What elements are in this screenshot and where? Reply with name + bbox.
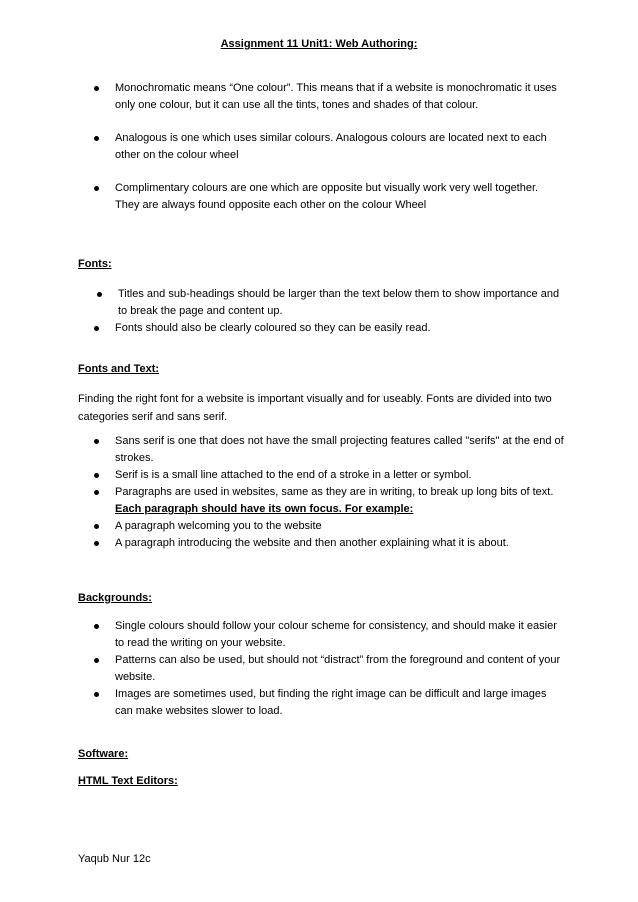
list-item: Serif is is a small line attached to the end of a stroke in a letter or symbol. (115, 467, 565, 484)
bullet-icon (94, 326, 99, 331)
page-title: Assignment 11 Unit1: Web Authoring: (220, 38, 418, 50)
fonts-text-intro: Finding the right font for a website is important visually and for useably. Fonts are divided into two categories serif and sans serif. (78, 393, 552, 423)
list-item: A paragraph welcoming you to the website (115, 518, 565, 535)
colour-bullet-list (115, 80, 565, 214)
list-item: Patterns can also be used, but should not “distract” from the foreground and content of your website. (115, 652, 565, 686)
fonts-heading: Fonts: (78, 258, 112, 270)
bullet-icon (94, 658, 99, 663)
list-item: Images are sometimes used, but finding the right image can be difficult and large images can make websites slower to load. (115, 686, 565, 720)
list-item: Analogous is one which uses similar colours. Analogous colours are located next to each other on the colour wheel (115, 130, 565, 164)
bullet-icon (94, 136, 99, 141)
bullet-icon (94, 524, 99, 529)
footer-author: Yaqub Nur 12c (78, 853, 151, 865)
list-item: Paragraphs are used in websites, same as they are in writing, to break up long bits of text. Each paragraph should have its own focus. For example: (115, 484, 565, 518)
fonts-text-heading: Fonts and Text: (78, 363, 160, 375)
backgrounds-heading: Backgrounds: (78, 592, 152, 604)
bullet-icon (94, 439, 99, 444)
software-heading: Software: (78, 748, 129, 760)
fonts-text-bullet-list (115, 433, 565, 552)
list-item: Sans serif is one that does not have the small projecting features called "serifs" at the end of strokes. (115, 433, 565, 467)
list-item: Complimentary colours are one which are opposite but visually work very well together. They are always found opposite each other on the colour Wheel (115, 180, 565, 214)
fonts-bullet-list (115, 286, 563, 337)
html-editors-heading: HTML Text Editors: (78, 775, 178, 787)
list-item: Monochromatic means “One colour”. This means that if a website is monochromatic it uses only one colour, but it can use all the tints, tones and shades of that colour. (115, 80, 565, 114)
bullet-icon (94, 490, 99, 495)
backgrounds-bullet-list (115, 618, 565, 720)
list-item: Titles and sub-headings should be larger than the text below them to show importance and to break the page and content up. (118, 286, 563, 320)
bullet-icon (94, 473, 99, 478)
bullet-icon (94, 624, 99, 629)
list-item: A paragraph introducing the website and then another explaining what it is about. (115, 535, 565, 552)
bullet-icon (94, 186, 99, 191)
emphasis-text: Each paragraph should have its own focus. For example: (115, 503, 414, 515)
list-item: Fonts should also be clearly coloured so they can be easily read. (115, 320, 560, 337)
bullet-icon (97, 292, 102, 297)
bullet-icon (94, 86, 99, 91)
bullet-icon (94, 541, 99, 546)
bullet-icon (94, 692, 99, 697)
list-item: Single colours should follow your colour scheme for consistency, and should make it easier to read the writing on your website. (115, 618, 565, 652)
